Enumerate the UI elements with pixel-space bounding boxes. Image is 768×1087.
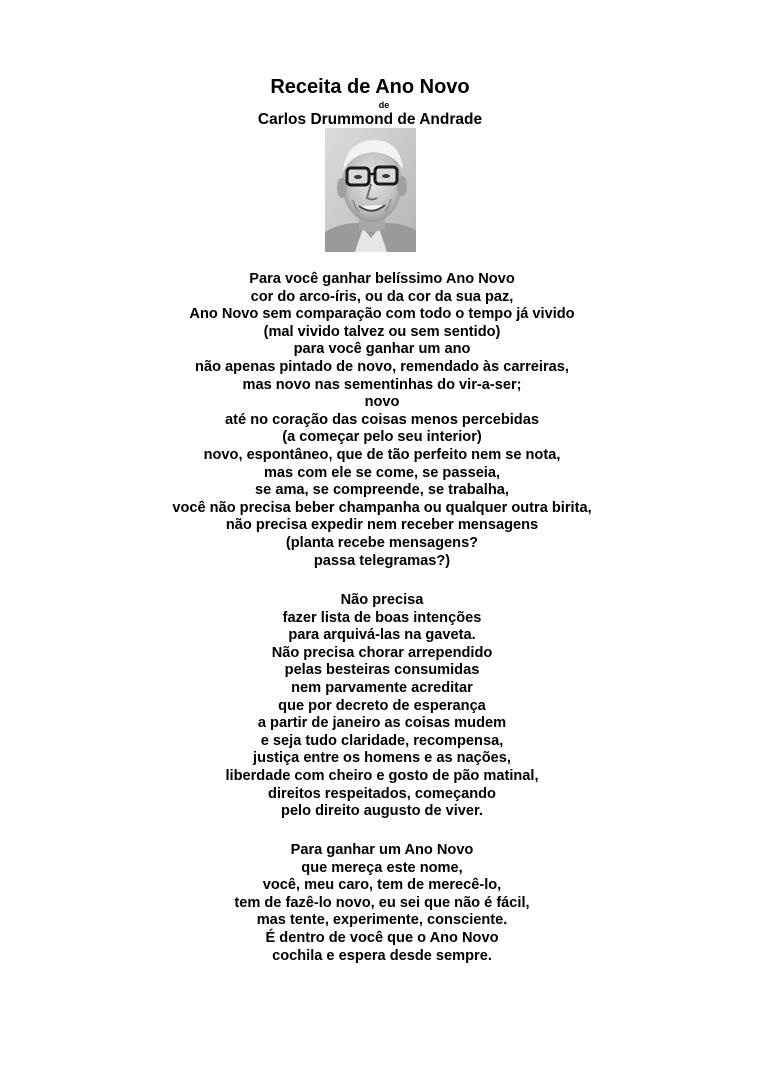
- poem-line: justiça entre os homens e as nações,: [253, 750, 511, 767]
- poem-line: que mereça este nome,: [301, 859, 463, 876]
- poem-line: você não precisa beber champanha ou qualquer outra birita,: [172, 499, 592, 516]
- poem-stanza-3: [0, 842, 766, 965]
- poem-line: mas tente, experimente, consciente.: [256, 912, 508, 929]
- poem-line: nem parvamente acreditar: [291, 679, 473, 696]
- poem-line: não apenas pintado de novo, remendado às carreiras,: [195, 358, 569, 375]
- poem-line: Para ganhar um Ano Novo: [290, 842, 474, 858]
- poem-line: Não precisa chorar arrependido: [271, 644, 493, 661]
- poem-line: e seja tudo claridade, recompensa,: [260, 732, 504, 749]
- poem-line: novo, espontâneo, que de tão perfeito nem se nota,: [203, 446, 561, 463]
- poem-line: passa telegramas?): [313, 552, 451, 569]
- poem-line: (planta recebe mensagens?: [285, 534, 479, 551]
- poem-line: liberdade com cheiro e gosto de pão matinal,: [225, 767, 539, 784]
- poem-line: É dentro de você que o Ano Novo: [265, 929, 499, 946]
- poem-line: (mal vivido talvez ou sem sentido): [263, 323, 501, 340]
- poem-line: pelo direito augusto de viver.: [281, 803, 483, 820]
- poem-title: Receita de Ano Novo: [270, 76, 470, 98]
- poem-line: se ama, se compreende, se trabalha,: [255, 482, 509, 499]
- poem-line: até no coração das coisas menos percebidas: [225, 411, 539, 428]
- poem-line: Ano Novo sem comparação com todo o tempo já vivido: [189, 306, 575, 323]
- poem-stanza-1: [0, 271, 766, 570]
- poem-line: cochila e espera desde sempre.: [272, 947, 492, 964]
- poem-line: para você ganhar um ano: [293, 341, 471, 358]
- poem-line: tem de fazê-lo novo, eu sei que não é fácil,: [234, 894, 530, 911]
- poem-stanza-2: [0, 592, 766, 821]
- poem-line: mas com ele se come, se passeia,: [263, 464, 501, 481]
- poem-line: fazer lista de boas intenções: [282, 609, 482, 626]
- poem-line: direitos respeitados, começando: [268, 785, 496, 802]
- poem-line: Não precisa: [340, 592, 424, 608]
- poem-line: que por decreto de esperança: [278, 697, 486, 714]
- poem-line: para arquivá-las na gaveta.: [288, 627, 476, 644]
- author-portrait: [325, 128, 416, 252]
- poem-line: mas novo nas sementinhas do vir-a-ser;: [242, 376, 522, 393]
- poem-line: novo: [364, 394, 400, 411]
- author-name: Carlos Drummond de Andrade: [257, 111, 483, 128]
- poem-line: a partir de janeiro as coisas mudem: [257, 715, 507, 732]
- poem-line: você, meu caro, tem de merecê-lo,: [262, 877, 502, 894]
- poem-line: cor do arco-íris, ou da cor da sua paz,: [250, 288, 514, 305]
- poem-line: não precisa expedir nem receber mensagens: [225, 517, 539, 534]
- byline: de: [378, 100, 390, 110]
- poem-line: Para você ganhar belíssimo Ano Novo: [249, 271, 515, 287]
- poem-line: (a começar pelo seu interior): [282, 429, 482, 446]
- poem-line: pelas besteiras consumidas: [284, 662, 480, 679]
